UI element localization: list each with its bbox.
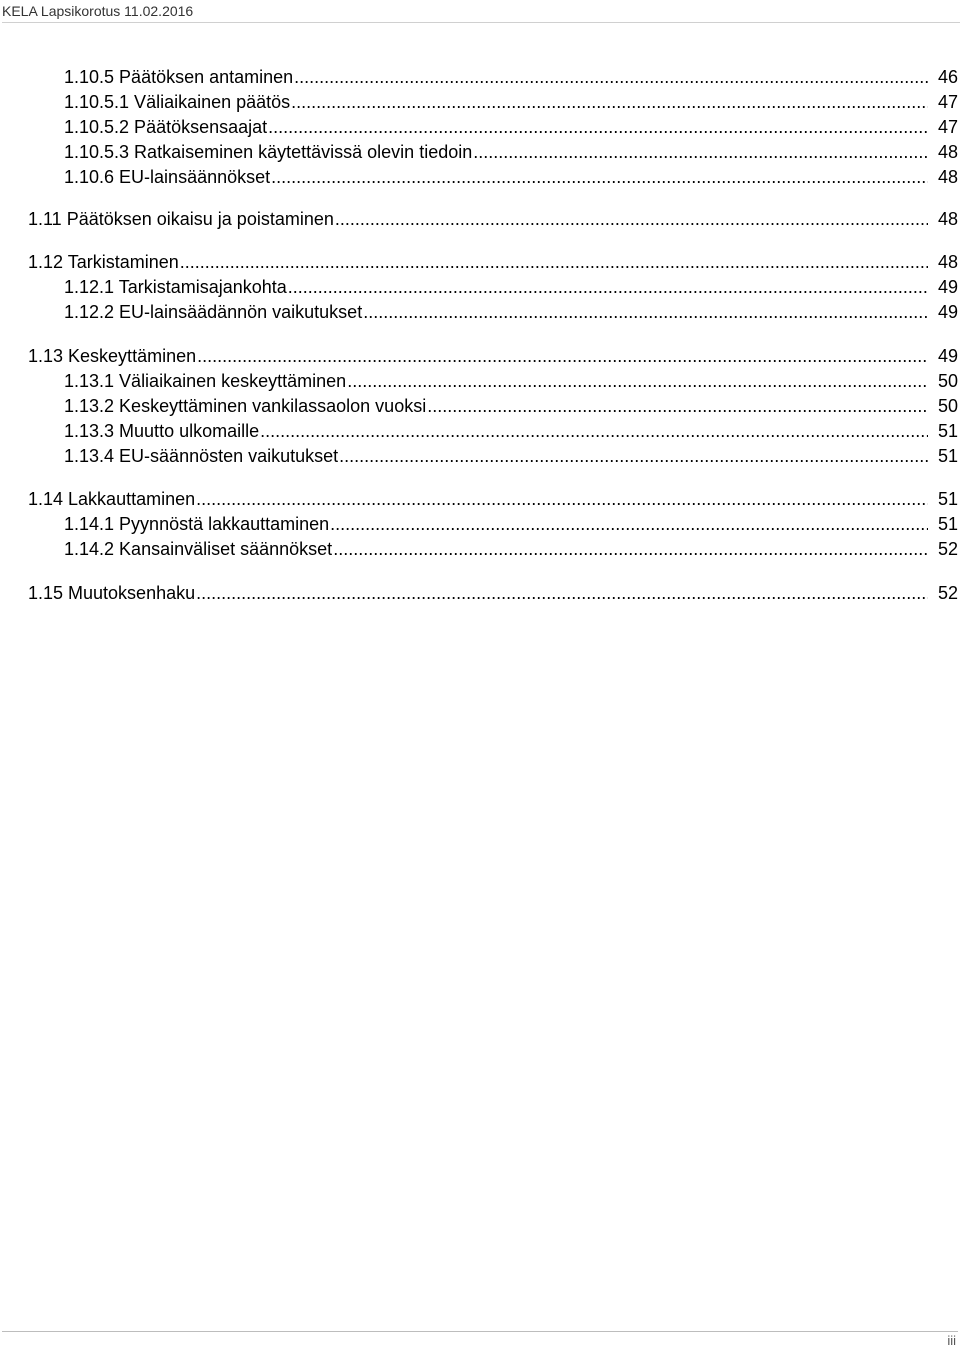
toc-page-number: 50 — [937, 371, 958, 391]
toc-page-number: 48 — [937, 167, 958, 187]
toc-entry-title: 1.12 Tarkistaminen — [28, 252, 179, 272]
toc-entry-1-13[interactable] — [28, 342, 958, 366]
toc-dot-leader — [330, 514, 928, 534]
footer-page-number: iii — [947, 1333, 956, 1348]
toc-dot-leader — [196, 489, 928, 509]
toc-entry-1-14-1[interactable] — [64, 510, 958, 534]
toc-dot-leader — [288, 277, 928, 297]
toc-page-number: 49 — [937, 302, 958, 322]
toc-dot-leader — [427, 396, 928, 416]
toc-entry-1-13-3[interactable] — [64, 417, 958, 441]
toc-dot-leader — [339, 446, 928, 466]
toc-page-number: 50 — [937, 396, 958, 416]
toc-entry-title: 1.10.5 Päätöksen antaminen — [64, 67, 294, 87]
toc-dot-leader — [291, 92, 928, 112]
toc-entry-1-10-5-3[interactable] — [64, 138, 958, 162]
toc-entry-1-13-2[interactable] — [64, 392, 958, 416]
toc-entry-title: 1.10.5.3 Ratkaiseminen käytettävissä olevin tiedoin — [64, 142, 473, 162]
toc-entry-title: 1.14.2 Kansainväliset säännökset — [64, 539, 333, 559]
toc-entry-1-11[interactable] — [28, 205, 958, 229]
toc-dot-leader — [197, 346, 928, 366]
toc-page-number: 47 — [937, 92, 958, 112]
toc-entry-title: 1.13.2 Keskeyttäminen vankilassaolon vuoksi — [64, 396, 427, 416]
toc-entry-title: 1.10.5.2 Päätöksensaajat — [64, 117, 268, 137]
toc-dot-leader — [333, 539, 928, 559]
toc-page-number: 49 — [937, 346, 958, 366]
toc-entry-1-14[interactable] — [28, 485, 958, 509]
toc-page-number: 51 — [937, 514, 958, 534]
table-of-contents — [0, 0, 960, 620]
toc-page-number: 51 — [937, 489, 958, 509]
toc-entry-1-14-2[interactable] — [64, 535, 958, 559]
toc-entry-title: 1.13.1 Väliaikainen keskeyttäminen — [64, 371, 347, 391]
toc-dot-leader — [180, 252, 928, 272]
toc-dot-leader — [363, 302, 928, 322]
toc-entry-1-15[interactable] — [28, 579, 958, 603]
toc-dot-leader — [268, 117, 928, 137]
toc-entry-title: 1.15 Muutoksenhaku — [28, 583, 196, 603]
toc-dot-leader — [473, 142, 928, 162]
toc-page-number: 48 — [937, 142, 958, 162]
toc-entry-1-13-1[interactable] — [64, 367, 958, 391]
toc-page-number: 52 — [937, 583, 958, 603]
toc-entry-title: 1.12.2 EU-lainsäädännön vaikutukset — [64, 302, 363, 322]
toc-dot-leader — [294, 67, 928, 87]
toc-entry-1-13-4[interactable] — [64, 442, 958, 466]
toc-entry-title: 1.11 Päätöksen oikaisu ja poistaminen — [28, 209, 334, 229]
toc-dot-leader — [347, 371, 928, 391]
toc-entry-title: 1.13.4 EU-säännösten vaikutukset — [64, 446, 339, 466]
toc-entry-1-12-2[interactable] — [64, 298, 958, 322]
toc-page-number: 48 — [937, 252, 958, 272]
toc-dot-leader — [196, 583, 928, 603]
toc-page-number: 51 — [937, 421, 958, 441]
toc-page-number: 51 — [937, 446, 958, 466]
footer-divider — [2, 1331, 958, 1332]
toc-dot-leader — [260, 421, 928, 441]
toc-entry-1-10-5[interactable] — [64, 63, 958, 87]
toc-page-number: 49 — [937, 277, 958, 297]
toc-page-number: 46 — [937, 67, 958, 87]
toc-entry-1-10-5-1[interactable] — [64, 88, 958, 112]
toc-entry-1-12[interactable] — [28, 248, 958, 272]
toc-entry-title: 1.14 Lakkauttaminen — [28, 489, 196, 509]
document-header-title: KELA Lapsikorotus 11.02.2016 — [2, 3, 194, 19]
toc-dot-leader — [271, 167, 928, 187]
toc-entry-title: 1.13.3 Muutto ulkomaille — [64, 421, 260, 441]
toc-page-number: 47 — [937, 117, 958, 137]
toc-entry-title: 1.14.1 Pyynnöstä lakkauttaminen — [64, 514, 330, 534]
toc-entry-1-12-1[interactable] — [64, 273, 958, 297]
toc-page-number: 48 — [937, 209, 958, 229]
toc-page-number: 52 — [937, 539, 958, 559]
toc-entry-title: 1.10.5.1 Väliaikainen päätös — [64, 92, 291, 112]
toc-entry-title: 1.10.6 EU-lainsäännökset — [64, 167, 271, 187]
toc-entry-title: 1.12.1 Tarkistamisajankohta — [64, 277, 287, 297]
toc-entry-title: 1.13 Keskeyttäminen — [28, 346, 197, 366]
toc-entry-1-10-6[interactable] — [64, 163, 958, 187]
toc-dot-leader — [335, 209, 928, 229]
toc-entry-1-10-5-2[interactable] — [64, 113, 958, 137]
